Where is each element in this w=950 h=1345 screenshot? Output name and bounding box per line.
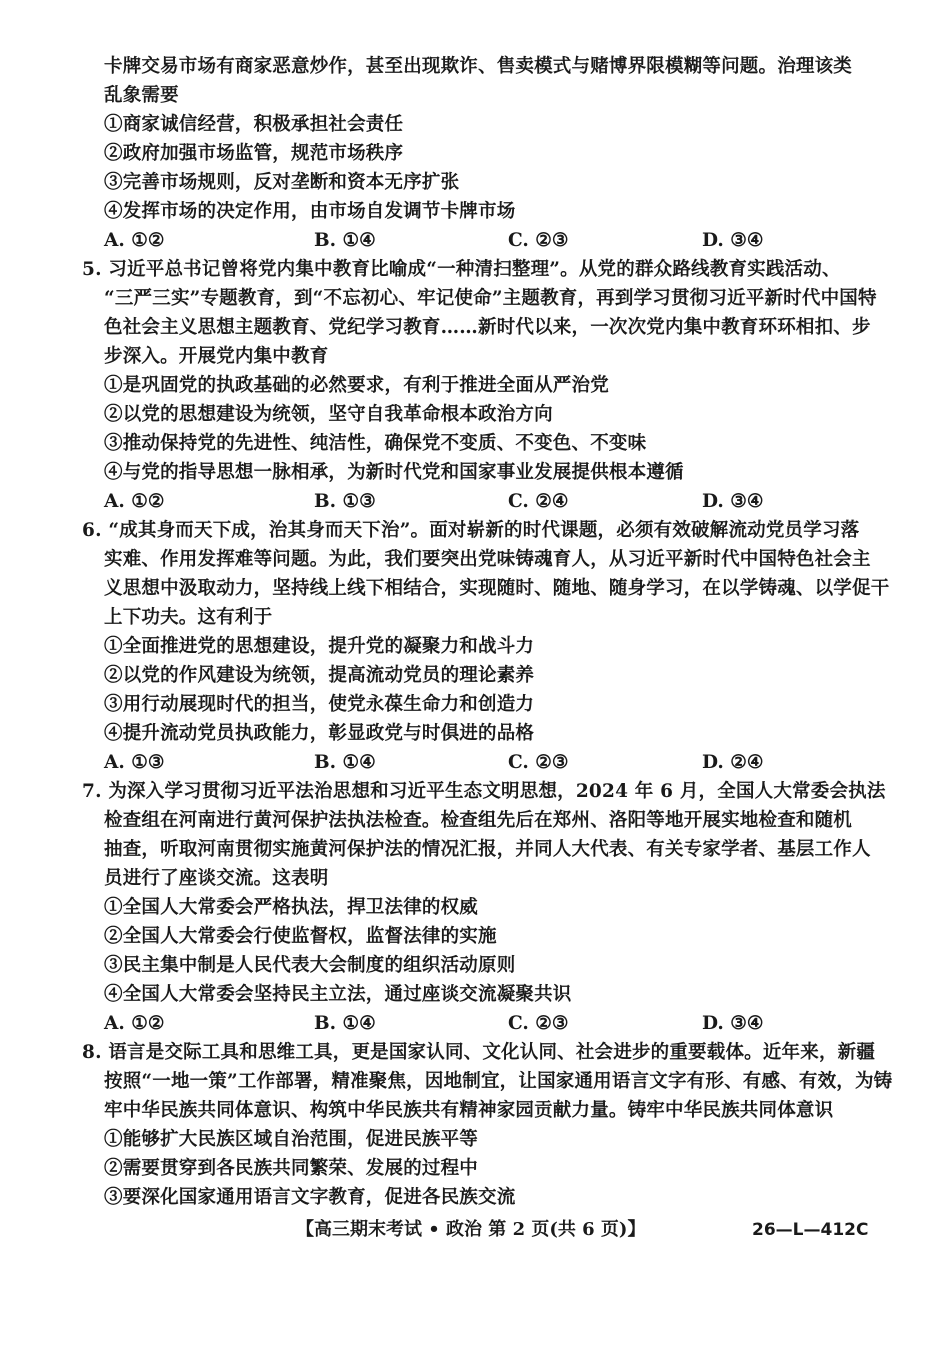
- question-text-line: 员进行了座谈交流。这表明: [104, 868, 329, 889]
- footer-exam-code: 26—L—412C: [752, 1220, 869, 1240]
- option-c[interactable]: C. ②③: [508, 1013, 569, 1034]
- statement-2: ②需要贯穿到各民族共同繁荣、发展的过程中: [104, 1158, 479, 1179]
- option-b[interactable]: B. ①④: [314, 752, 376, 773]
- statement-1: ①全面推进党的思想建设，提升党的凝聚力和战斗力: [104, 636, 535, 657]
- option-d[interactable]: D. ②④: [702, 752, 764, 773]
- question-6-stem: 6. “成其身而天下成，治其身而天下治”。面对崭新的时代课题，必须有效破解流动党员学习落: [82, 520, 860, 541]
- statement-4: ④发挥市场的决定作用，由市场自发调节卡牌市场: [104, 201, 516, 222]
- question-text-line: 上下功夫。这有利于: [104, 607, 273, 628]
- option-c[interactable]: C. ②③: [508, 752, 569, 773]
- option-a[interactable]: A. ①③: [104, 752, 165, 773]
- page-footer: [0, 1216, 950, 1244]
- question-text-line: 卡牌交易市场有商家恶意炒作，甚至出现欺诈、售卖模式与赌博界限模糊等问题。治理该类: [104, 56, 853, 77]
- option-a[interactable]: A. ①②: [104, 1013, 165, 1034]
- statement-2: ②全国人大常委会行使监督权，监督法律的实施: [104, 926, 497, 947]
- option-c[interactable]: C. ②③: [508, 230, 569, 251]
- statement-3: ③民主集中制是人民代表大会制度的组织活动原则: [104, 955, 516, 976]
- answer-options: [104, 748, 874, 777]
- statement-3: ③完善市场规则，反对垄断和资本无序扩张: [104, 172, 460, 193]
- option-a[interactable]: A. ①②: [104, 230, 165, 251]
- statement-1: ①能够扩大民族区域自治范围，促进民族平等: [104, 1129, 479, 1150]
- statement-2: ②以党的作风建设为统领，提高流动党员的理论素养: [104, 665, 535, 686]
- statement-1: ①全国人大常委会严格执法，捍卫法律的权威: [104, 897, 479, 918]
- statement-3: ③推动保持党的先进性、纯洁性，确保党不变质、不变色、不变味: [104, 433, 647, 454]
- question-7-stem: 7. 为深入学习贯彻习近平法治思想和习近平生态文明思想，2024 年 6 月，全国人大常委会执法: [82, 781, 886, 802]
- option-c[interactable]: C. ②④: [508, 491, 569, 512]
- option-b[interactable]: B. ①③: [314, 491, 376, 512]
- answer-options: [104, 487, 874, 516]
- statement-4: ④提升流动党员执政能力，彰显政党与时俱进的品格: [104, 723, 535, 744]
- statement-3: ③用行动展现时代的担当，使党永葆生命力和创造力: [104, 694, 535, 715]
- question-text-line: 实难、作用发挥难等问题。为此，我们要突出党味铸魂育人，从习近平新时代中国特色社会主: [104, 549, 871, 570]
- statement-3: ③要深化国家通用语言文字教育，促进各民族交流: [104, 1187, 516, 1208]
- option-d[interactable]: D. ③④: [702, 1013, 764, 1034]
- question-8-stem: 8. 语言是交际工具和思维工具，更是国家认同、文化认同、社会进步的重要载体。近年来，新疆: [82, 1042, 876, 1063]
- option-d[interactable]: D. ③④: [702, 491, 764, 512]
- statement-2: ②政府加强市场监管，规范市场秩序: [104, 143, 404, 164]
- footer-page-info: 【高三期末考试 • 政治 第 2 页(共 6 页)】: [296, 1219, 646, 1240]
- statement-4: ④与党的指导思想一脉相承，为新时代党和国家事业发展提供根本遵循: [104, 462, 684, 483]
- question-text-line: 抽查，听取河南贯彻实施黄河保护法的情况汇报，并同人大代表、有关专家学者、基层工作人: [104, 839, 871, 860]
- question-text-line: 检查组在河南进行黄河保护法执法检查。检查组先后在郑州、洛阳等地开展实地检查和随机: [104, 810, 853, 831]
- question-5-stem: 5. 习近平总书记曾将党内集中教育比喻成“一种清扫整理”。从党的群众路线教育实践活动、: [82, 259, 841, 280]
- question-text-line: 步深入。开展党内集中教育: [104, 346, 329, 367]
- question-text-line: 牢中华民族共同体意识、构筑中华民族共有精神家园贡献力量。铸牢中华民族共同体意识: [104, 1100, 834, 1121]
- option-a[interactable]: A. ①②: [104, 491, 165, 512]
- statement-2: ②以党的思想建设为统领，坚守自我革命根本政治方向: [104, 404, 553, 425]
- option-b[interactable]: B. ①④: [314, 230, 376, 251]
- question-text-line: 按照“一地一策”工作部署，精准聚焦，因地制宜，让国家通用语言文字有形、有感、有效，为铸: [104, 1071, 893, 1092]
- question-text-line: 乱象需要: [104, 85, 179, 106]
- question-text-line: “三严三实”专题教育，到“不忘初心、牢记使命”主题教育，再到学习贯彻习近平新时代中国特: [104, 288, 877, 309]
- question-text-line: 色社会主义思想主题教育、党纪学习教育……新时代以来，一次次党内集中教育环环相扣、步: [104, 317, 871, 338]
- statement-1: ①商家诚信经营，积极承担社会责任: [104, 114, 404, 135]
- statement-1: ①是巩固党的执政基础的必然要求，有利于推进全面从严治党: [104, 375, 609, 396]
- statement-4: ④全国人大常委会坚持民主立法，通过座谈交流凝聚共识: [104, 984, 572, 1005]
- question-text-line: 义思想中汲取动力，坚持线上线下相结合，实现随时、随地、随身学习，在以学铸魂、以学促干: [104, 578, 890, 599]
- option-d[interactable]: D. ③④: [702, 230, 764, 251]
- answer-options: [104, 226, 874, 255]
- answer-options: [104, 1009, 874, 1038]
- option-b[interactable]: B. ①④: [314, 1013, 376, 1034]
